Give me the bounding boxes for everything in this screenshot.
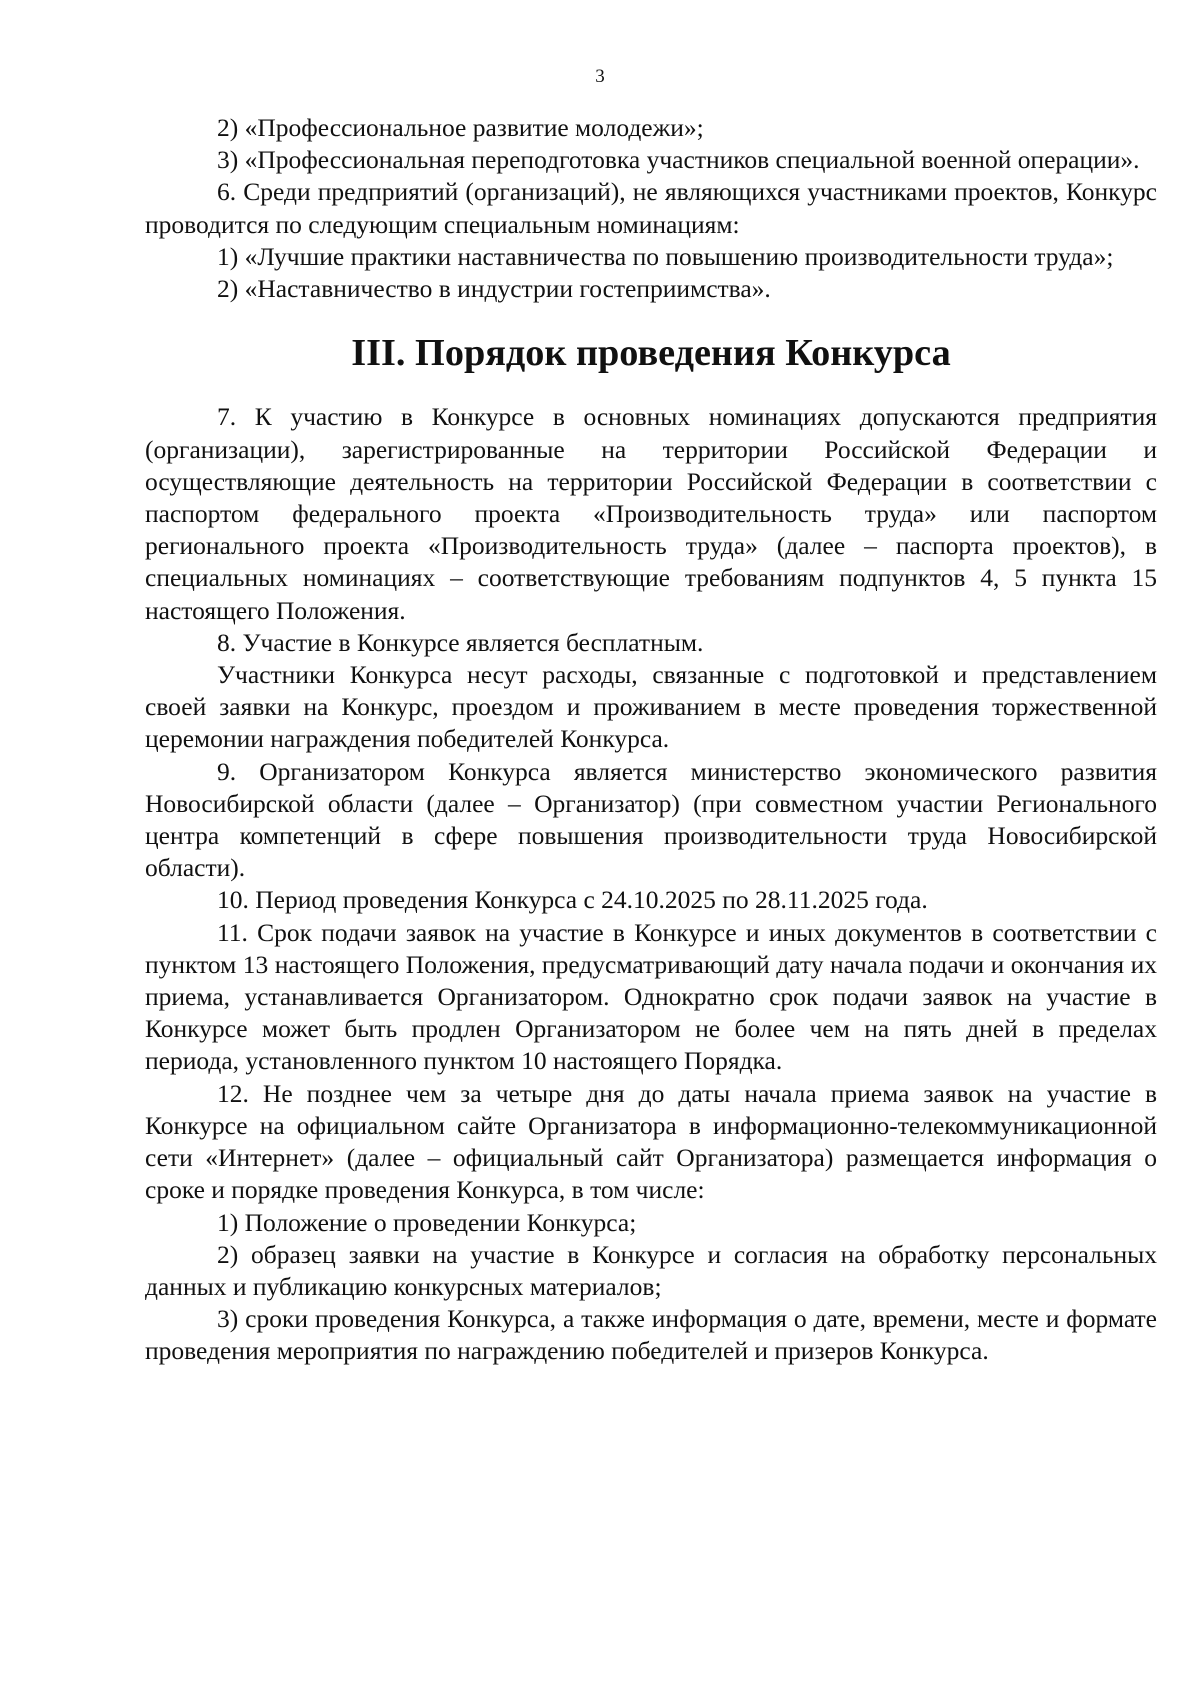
paragraph: 2) образец заявки на участие в Конкурсе и согласия на обработку персональных данных и публикацию конкурсных материалов; [145,1239,1157,1301]
paragraph: 2) «Наставничество в индустрии гостеприимства». [217,274,771,304]
paragraph: 2) «Профессиональное развитие молодежи»; [217,113,704,142]
paragraph: 9. Организатором Конкурса является министерство экономического развития Новосибирской области (далее – Организатор) (при совместном участии Регионального центра компетенций в сфере повышения производительности труда Новосибирской области). [145,756,1157,883]
paragraph: 6. Среди предприятий (организаций), не являющихся участниками проектов, Конкурс проводится по следующим специальным номинациям: [145,177,1157,239]
section-heading: III. Порядок проведения Конкурса [351,332,951,375]
paragraph: 3) «Профессиональная переподготовка участников специальной военной операции». [217,145,1140,175]
paragraph: 11. Срок подачи заявок на участие в Конкурсе и иных документов в соответствии с пунктом 13 настоящего Положения, предусматривающий дату начала подачи и окончания их приема, устанавливается Организатором. Однократно срок подачи заявок на участие в Конкурсе может быть продлен Организатором не более чем на пять дней в пределах периода, установленного пунктом 10 настоящего Порядка. [145,917,1157,1076]
paragraph: 8. Участие в Конкурсе является бесплатным. [217,627,704,657]
paragraph: 7. К участию в Конкурсе в основных номинациях допускаются предприятия (организации), зарегистрированные на территории Российской Федерации и осуществляющие деятельность на территории Российской Федерации в соответствии с паспортом федерального проекта «Производительность труда» или паспортом регионального проекта «Производительность труда» (далее – паспорта проектов), в специальных номинациях – соответствующие требованиям подпунктов 4, 5 пункта 15 настоящего Положения. [145,402,1157,625]
paragraph: 12. Не позднее чем за четыре дня до даты начала приема заявок на участие в Конкурсе на официальном сайте Организатора в информационно-телекоммуникационной сети «Интернет» (далее – официальный сайт Организатора) размещается информация о сроке и порядке проведения Конкурса, в том числе: [145,1078,1157,1205]
paragraph: 3) сроки проведения Конкурса, а также информация о дате, времени, месте и формате проведения мероприятия по награждению победителей и призеров Конкурса. [145,1304,1157,1366]
paragraph: Участники Конкурса несут расходы, связанные с подготовкой и представлением своей заявки на Конкурс, проездом и проживанием в месте проведения торжественной церемонии награждения победителей Конкурса. [145,660,1157,754]
page-number: 3 [595,66,605,87]
paragraph: 1) Положение о проведении Конкурса; [217,1207,637,1237]
paragraph: 10. Период проведения Конкурса с 24.10.2025 по 28.11.2025 года. [217,885,928,915]
paragraph: 1) «Лучшие практики наставничества по повышению производительности труда»; [217,241,1114,271]
document-body [145,112,1157,1368]
